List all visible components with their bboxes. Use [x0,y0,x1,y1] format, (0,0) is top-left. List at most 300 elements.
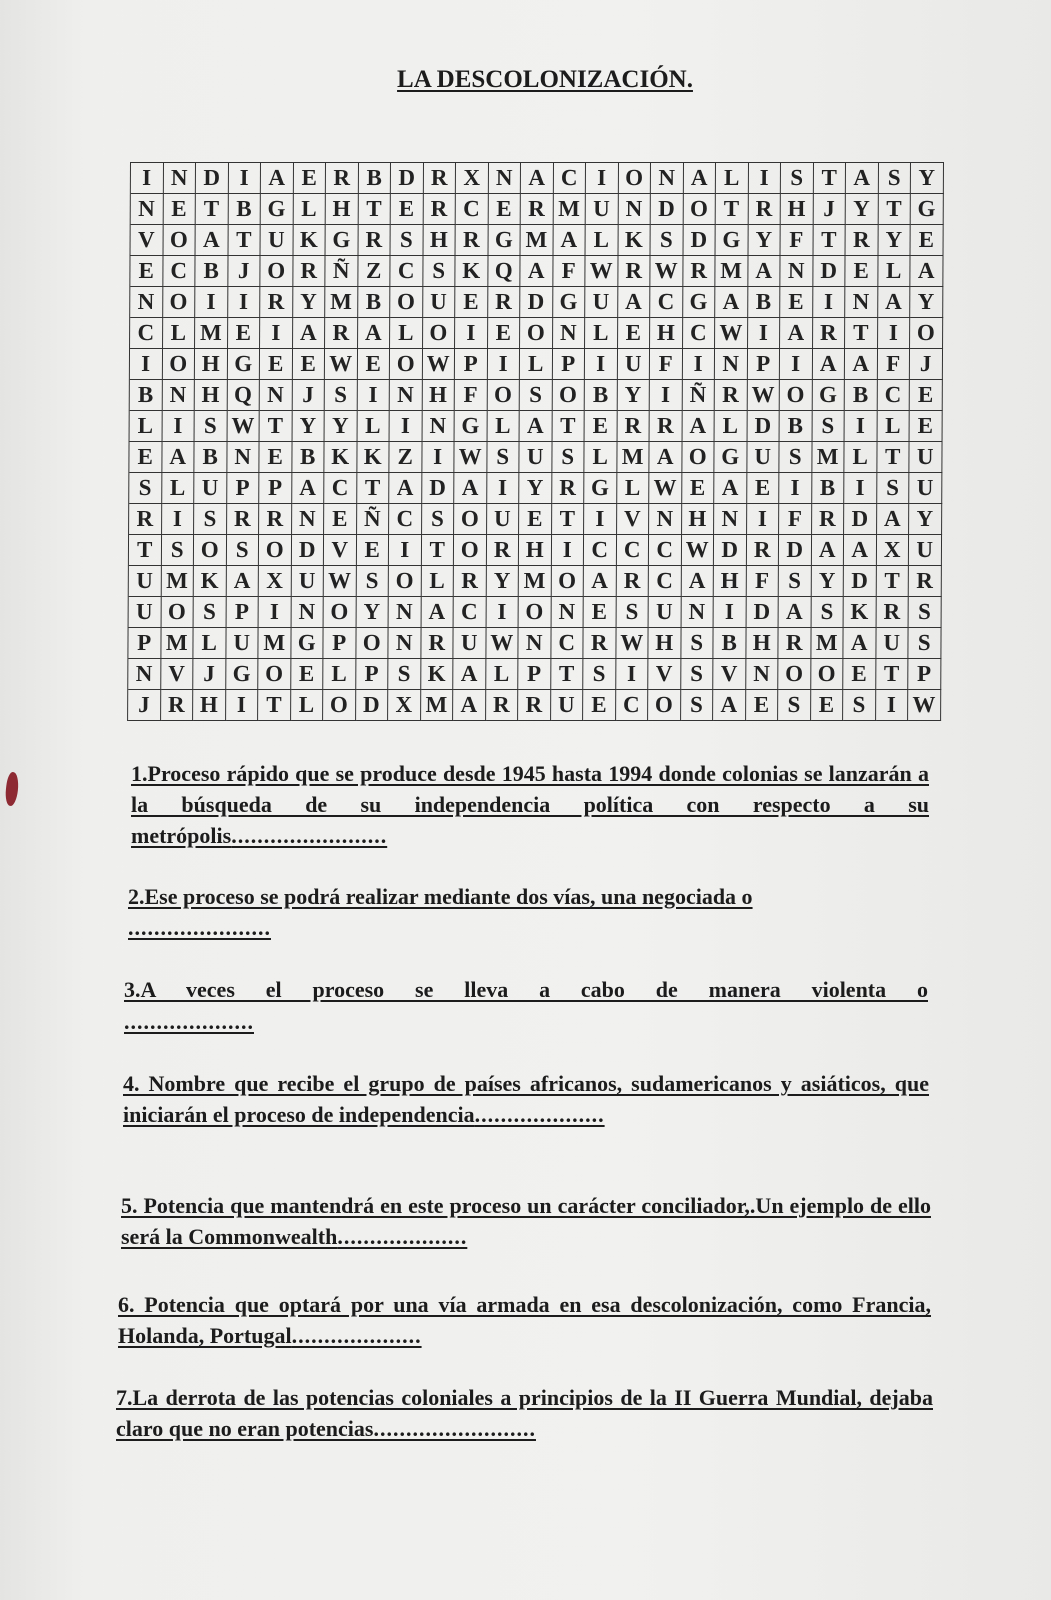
grid-cell: Y [811,566,844,597]
grid-cell: C [616,535,649,566]
grid-cell: D [683,225,716,256]
grid-cell: R [617,411,650,442]
grid-cell: E [910,380,943,411]
question-2 [128,881,928,943]
grid-cell: A [162,442,195,473]
answer-blank: ........................ [231,823,388,848]
grid-cell: V [161,659,194,690]
grid-cell: A [196,225,229,256]
grid-cell: T [845,318,878,349]
grid-cell: A [681,566,714,597]
grid-cell: T [196,194,229,225]
grid-cell: R [260,287,293,318]
grid-cell: P [552,349,585,380]
grid-cell: T [551,659,584,690]
grid-cell: U [909,442,942,473]
grid-cell: S [356,566,389,597]
grid-cell: N [551,597,584,628]
grid-cell: W [325,349,358,380]
grid-cell: W [747,380,780,411]
grid-cell: C [324,473,357,504]
grid-cell: F [779,504,812,535]
grid-cell: U [909,535,942,566]
grid-cell: S [779,442,812,473]
grid-cell: A [714,473,747,504]
question-7 [116,1382,933,1444]
grid-cell: R [421,628,454,659]
grid-cell: J [292,380,325,411]
grid-cell: L [520,349,553,380]
grid-cell: G [291,628,324,659]
grid-cell: P [259,473,292,504]
grid-cell: R [325,318,358,349]
grid-cell: C [454,597,487,628]
grid-cell: R [456,225,489,256]
grid-cell: S [520,380,553,411]
grid-cell: N [553,318,586,349]
grid-cell: V [324,535,357,566]
grid-cell: S [681,690,714,721]
grid-cell: Y [519,473,552,504]
grid-cell: P [226,597,259,628]
grid-cell: L [323,659,356,690]
grid-cell: D [391,163,424,194]
grid-cell: C [650,287,683,318]
grid-cell: R [748,194,781,225]
grid-cell: R [650,411,683,442]
grid-cell: X [259,566,292,597]
grid-cell: S [778,690,811,721]
grid-cell: U [423,287,456,318]
grid-cell: Q [227,380,260,411]
grid-cell: E [682,473,715,504]
grid-cell: R [583,628,616,659]
grid-cell: Ñ [357,504,390,535]
grid-cell: T [129,535,162,566]
grid-cell: W [422,349,455,380]
grid-cell: E [488,194,521,225]
grid-cell: O [260,256,293,287]
grid-cell: A [520,411,553,442]
grid-cell: X [876,535,909,566]
grid-cell: I [714,597,747,628]
grid-cell: R [778,628,811,659]
grid-cell: R [358,225,391,256]
grid-cell: W [908,690,941,721]
grid-cell: S [391,225,424,256]
grid-cell: C [551,628,584,659]
grid-cell: W [227,411,260,442]
grid-cell: K [357,442,390,473]
grid-cell: R [129,504,162,535]
grid-cell: P [747,349,780,380]
grid-cell: B [845,380,878,411]
grid-cell: U [586,194,619,225]
grid-cell: G [227,349,260,380]
grid-cell: R [423,163,456,194]
grid-cell: S [811,597,844,628]
grid-cell: S [843,690,876,721]
grid-cell: M [258,628,291,659]
grid-cell: W [649,473,682,504]
grid-cell: T [258,690,291,721]
grid-cell: W [585,256,618,287]
grid-cell: P [323,628,356,659]
grid-cell: N [390,380,423,411]
grid-cell: T [260,411,293,442]
answer-blank: .................... [124,1009,254,1034]
answer-blank: ......................... [373,1416,536,1441]
grid-cell: F [553,256,586,287]
grid-cell: C [389,504,422,535]
grid-cell: L [390,318,423,349]
grid-cell: R [813,318,846,349]
grid-cell: A [845,349,878,380]
grid-cell: O [194,535,227,566]
grid-cell: G [261,194,294,225]
grid-cell: G [326,225,359,256]
grid-cell: Y [617,380,650,411]
grid-cell: R [227,504,260,535]
grid-cell: L [487,411,520,442]
grid-cell: C [649,566,682,597]
grid-cell: A [453,659,486,690]
grid-cell: S [681,628,714,659]
grid-cell: N [388,628,421,659]
grid-cell: N [163,163,196,194]
question-3 [124,974,928,1005]
grid-cell: A [811,535,844,566]
page-title: LA DESCOLONIZACIÓN. [397,66,693,93]
grid-cell: C [456,194,489,225]
grid-cell: Z [389,442,422,473]
grid-cell: A [846,163,879,194]
grid-cell: G [812,380,845,411]
grid-cell: M [811,628,844,659]
grid-cell: A [910,256,943,287]
grid-cell: H [746,628,779,659]
grid-cell: U [129,566,162,597]
grid-cell: O [811,659,844,690]
grid-cell: R [746,535,779,566]
grid-cell: D [746,597,779,628]
grid-cell: M [161,566,194,597]
grid-cell: H [422,380,455,411]
grid-cell: M [715,256,748,287]
grid-cell: A [713,690,746,721]
grid-cell: E [291,659,324,690]
grid-cell: N [422,411,455,442]
grid-cell: M [553,194,586,225]
question-text: 2.Ese proceso se podrá realizar mediante dos vías, una negociada o [128,884,753,909]
grid-cell: C [584,535,617,566]
question-6 [118,1289,931,1351]
question-text: 3.A veces el proceso se lleva a cabo de manera violenta o [124,977,928,1002]
grid-cell: A [292,473,325,504]
grid-cell: N [162,380,195,411]
grid-cell: I [779,473,812,504]
grid-cell: L [130,411,163,442]
grid-cell: E [228,318,261,349]
grid-cell: I [259,597,292,628]
grid-cell: I [845,411,878,442]
grid-cell: H [714,566,747,597]
grid-cell: R [812,504,845,535]
grid-cell: I [682,349,715,380]
grid-cell: D [779,535,812,566]
grid-cell: M [617,442,650,473]
grid-cell: A [812,349,845,380]
grid-cell: E [455,287,488,318]
grid-cell: I [844,473,877,504]
grid-cell: R [488,287,521,318]
grid-cell: S [779,566,812,597]
grid-cell: G [714,442,747,473]
grid-cell: A [453,690,486,721]
grid-cell: O [648,690,681,721]
grid-cell: P [518,659,551,690]
grid-cell: P [455,349,488,380]
question-3-answer [124,1006,424,1037]
grid-cell: B [195,256,228,287]
grid-cell: N [291,597,324,628]
grid-cell: R [161,690,194,721]
grid-cell: L [162,473,195,504]
grid-cell: G [553,287,586,318]
grid-cell: I [422,442,455,473]
grid-cell: P [128,628,161,659]
grid-cell: C [130,318,163,349]
grid-cell: I [813,287,846,318]
grid-cell: E [163,194,196,225]
grid-cell: Y [878,225,911,256]
grid-cell: K [324,442,357,473]
grid-cell: I [162,504,195,535]
grid-cell: L [291,690,324,721]
grid-cell: W [715,318,748,349]
grid-cell: E [583,690,616,721]
grid-cell: D [356,690,389,721]
grid-cell: E [391,194,424,225]
question-text: 5. Potencia que mantendrá en este proceso un carácter conciliador,.Un ejemplo de ello será la Commonwealth [121,1193,931,1249]
grid-cell: T [421,535,454,566]
grid-cell: T [876,566,909,597]
grid-cell: N [618,194,651,225]
grid-cell: E [292,349,325,380]
question-4 [123,1068,929,1130]
grid-cell: U [226,628,259,659]
grid-cell: S [129,473,162,504]
grid-cell: M [521,225,554,256]
grid-cell: D [651,194,684,225]
grid-cell: B [130,380,163,411]
grid-cell: K [194,566,227,597]
grid-cell: E [618,318,651,349]
grid-cell: W [650,256,683,287]
grid-cell: T [552,504,585,535]
grid-cell: B [713,628,746,659]
grid-cell: T [716,194,749,225]
grid-cell: A [779,597,812,628]
grid-cell: M [195,318,228,349]
grid-cell: N [651,163,684,194]
grid-cell: C [390,256,423,287]
grid-cell: O [390,349,423,380]
grid-cell: E [130,256,163,287]
grid-cell: O [780,380,813,411]
grid-cell: R [518,690,551,721]
grid-cell: U [261,225,294,256]
grid-cell: I [195,287,228,318]
grid-cell: U [291,566,324,597]
question-text: 7.La derrota de las potencias coloniales a principios de la II Guerra Mundial, dejaba claro que no eran potencias [116,1385,933,1441]
grid-cell: T [877,442,910,473]
grid-cell: L [421,566,454,597]
grid-cell: O [454,535,487,566]
grid-cell: I [486,597,519,628]
grid-cell: W [454,442,487,473]
grid-cell: I [260,318,293,349]
grid-cell: S [388,659,421,690]
grid-cell: Z [358,256,391,287]
grid-cell: O [552,380,585,411]
answer-blank: .................... [291,1323,422,1348]
grid-cell: A [715,287,748,318]
grid-cell: S [422,504,455,535]
grid-cell: S [423,256,456,287]
grid-cell: E [911,225,944,256]
grid-cell: R [259,504,292,535]
grid-cell: N [128,659,161,690]
grid-cell: H [326,194,359,225]
grid-cell: J [813,194,846,225]
grid-cell: S [812,411,845,442]
grid-cell: Ñ [682,380,715,411]
grid-cell: X [456,163,489,194]
grid-cell: F [650,349,683,380]
grid-cell: U [617,349,650,380]
grid-cell: O [682,442,715,473]
grid-cell: I [228,163,261,194]
grid-cell: E [746,690,779,721]
grid-cell: C [163,256,196,287]
grid-cell: M [161,628,194,659]
grid-cell: B [358,163,391,194]
grid-cell: C [616,690,649,721]
grid-cell: T [357,473,390,504]
grid-cell: O [323,690,356,721]
grid-cell: O [324,597,357,628]
grid-cell: I [357,380,390,411]
grid-cell: Y [293,287,326,318]
grid-cell: U [876,628,909,659]
grid-cell: A [618,287,651,318]
grid-cell: I [585,349,618,380]
grid-cell: S [909,597,942,628]
grid-cell: S [195,411,228,442]
grid-cell: R [846,225,879,256]
grid-cell: G [683,287,716,318]
grid-cell: A [877,504,910,535]
grid-cell: H [682,504,715,535]
grid-cell: A [358,318,391,349]
grid-cell: J [128,690,161,721]
grid-cell: A [748,256,781,287]
grid-cell: B [228,194,261,225]
grid-cell: R [293,256,326,287]
grid-cell: E [584,597,617,628]
grid-cell: O [161,597,194,628]
grid-cell: G [911,194,944,225]
grid-cell: E [357,349,390,380]
grid-cell: F [455,380,488,411]
grid-cell: B [292,442,325,473]
grid-cell: G [584,473,617,504]
grid-cell: N [845,287,878,318]
grid-cell: E [585,411,618,442]
grid-cell: A [389,473,422,504]
grid-cell: N [130,287,163,318]
grid-cell: N [649,504,682,535]
grid-cell: N [746,659,779,690]
grid-cell: P [908,659,941,690]
grid-cell: I [228,287,261,318]
grid-cell: P [356,659,389,690]
grid-cell: R [618,256,651,287]
grid-cell: R [454,566,487,597]
grid-cell: E [843,659,876,690]
grid-cell: E [747,473,780,504]
grid-cell: T [228,225,261,256]
grid-cell: S [487,442,520,473]
grid-cell: W [616,628,649,659]
grid-cell: A [421,597,454,628]
grid-cell: I [455,318,488,349]
grid-cell: O [162,349,195,380]
question-text: 1.Proceso rápido que se produce desde 1945 hasta 1994 donde colonias se lanzarán a la búsqueda de su independencia política con respecto a su metrópolis [131,761,929,848]
grid-cell: L [617,473,650,504]
grid-cell: D [291,535,324,566]
grid-cell: K [293,225,326,256]
grid-cell: N [292,504,325,535]
grid-cell: B [585,380,618,411]
grid-cell: E [356,535,389,566]
grid-cell: B [780,411,813,442]
grid-cell: N [780,256,813,287]
grid-cell: U [909,473,942,504]
grid-cell: Q [488,256,521,287]
grid-cell: T [552,411,585,442]
grid-cell: S [226,535,259,566]
grid-cell: O [519,597,552,628]
grid-cell: H [519,535,552,566]
grid-cell: D [196,163,229,194]
grid-cell: J [910,349,943,380]
grid-cell: S [781,163,814,194]
grid-cell: M [421,690,454,721]
grid-cell: C [877,380,910,411]
grid-cell: H [193,690,226,721]
grid-cell: L [585,318,618,349]
grid-cell: L [163,318,196,349]
grid-cell: E [324,504,357,535]
grid-cell: B [358,287,391,318]
grid-cell: T [876,659,909,690]
grid-cell: S [161,535,194,566]
grid-cell: Y [325,411,358,442]
grid-cell: A [520,256,553,287]
grid-cell: V [713,659,746,690]
